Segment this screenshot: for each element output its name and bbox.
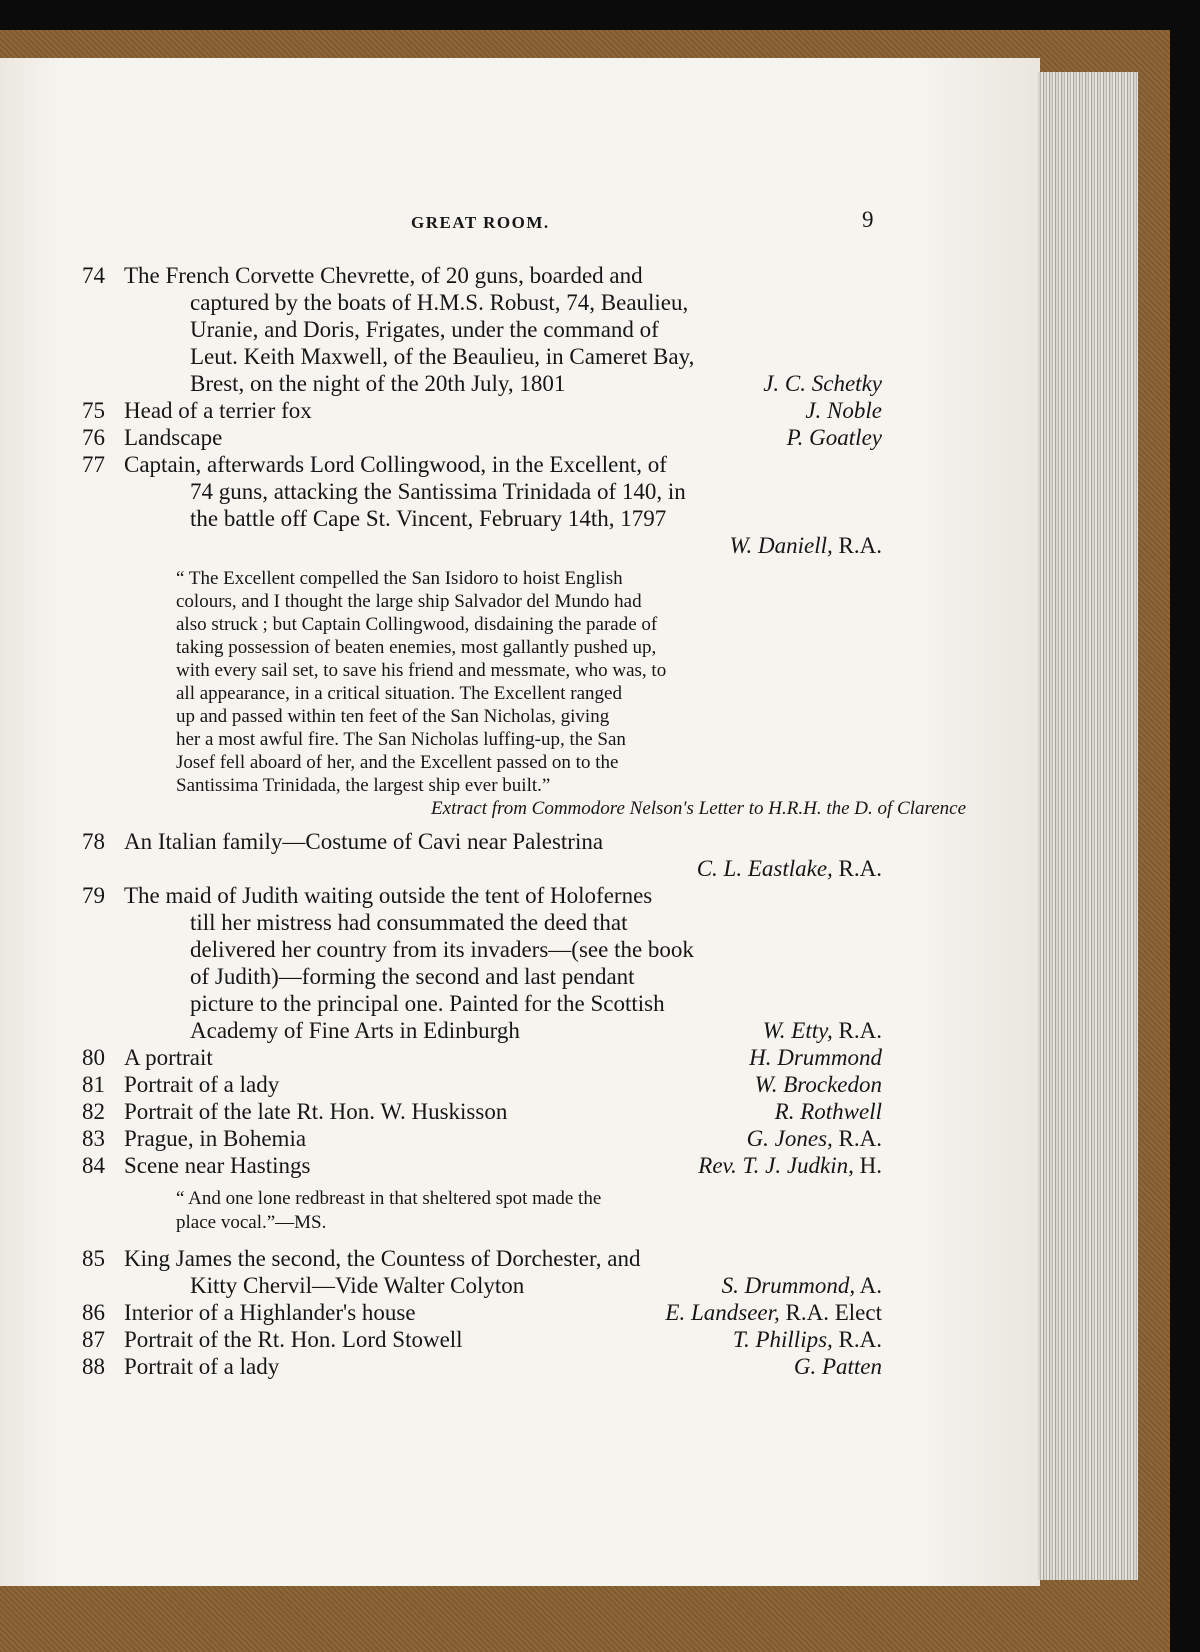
entry-title-line: delivered her country from its invaders—(see the book (190, 937, 694, 962)
entry-number: 81 (82, 1072, 105, 1097)
entry-number: 77 (82, 452, 105, 477)
artist-name: R. Rothwell (774, 1099, 882, 1124)
entry-title-line: Uranie, and Doris, Frigates, under the command of (190, 317, 659, 342)
catalogue-entry (82, 1152, 882, 1179)
entry-title-line: captured by the boats of H.M.S. Robust, 74, Beaulieu, (190, 290, 689, 315)
catalogue-entry (82, 1353, 882, 1380)
catalogue-entry (82, 1044, 882, 1071)
quote-line: colours, and I thought the large ship Salvador del Mundo had (176, 591, 642, 612)
artist-name: G. Jones, R.A. (746, 1126, 882, 1151)
catalogue-entry (82, 451, 882, 559)
entry-title-line: A portrait (124, 1045, 213, 1070)
entry-number: 86 (82, 1300, 105, 1325)
entry-title-line: Prague, in Bohemia (124, 1126, 307, 1151)
entry-title-line: Landscape (124, 425, 223, 450)
entry-title-line: Academy of Fine Arts in Edinburgh (190, 1018, 520, 1043)
quote-line: all appearance, in a critical situation. The Excellent ranged (176, 683, 622, 704)
quote-line: taking possession of beaten enemies, most gallantly pushed up, (176, 637, 657, 658)
entry-title-line: Portrait of a lady (124, 1354, 280, 1379)
quote-line: also struck ; but Captain Collingwood, disdaining the parade of (176, 614, 658, 635)
entry-title-line: Kitty Chervil—Vide Walter Colyton (190, 1273, 525, 1298)
artist-name: H. Drummond (749, 1045, 882, 1070)
entry-title-line: of Judith)—forming the second and last pendant (190, 964, 635, 989)
entry-title-line: Leut. Keith Maxwell, of the Beaulieu, in Cameret Bay, (190, 344, 695, 369)
entry-number: 76 (82, 425, 105, 450)
artist-name: W. Brockedon (754, 1072, 882, 1097)
artist-name: S. Drummond, A. (721, 1273, 882, 1298)
entry-title-line: An Italian family—Costume of Cavi near Palestrina (124, 829, 604, 854)
catalogue-entry (82, 1299, 882, 1326)
catalogue-entry (82, 424, 882, 451)
artist-name: J. C. Schetky (763, 371, 882, 396)
page-edges (1038, 72, 1138, 1580)
entry-title-line: King James the second, the Countess of Dorchester, and (124, 1246, 641, 1271)
entry-number: 82 (82, 1099, 105, 1124)
entry-number: 84 (82, 1153, 105, 1178)
catalogue-entry (82, 1071, 882, 1098)
entry-number: 87 (82, 1327, 105, 1352)
running-title: GREAT ROOM. (411, 213, 550, 232)
quote-line: place vocal.”—MS. (176, 1212, 327, 1233)
entry-title-line: the battle off Cape St. Vincent, February 14th, 1797 (190, 506, 667, 531)
artist-name: W. Etty, R.A. (762, 1018, 882, 1043)
quote-line: “ And one lone redbreast in that sheltered spot made the (176, 1188, 602, 1209)
artist-name: E. Landseer, R.A. Elect (665, 1300, 882, 1325)
entry-title-line: Head of a terrier fox (124, 398, 312, 423)
entry-title-line: 74 guns, attacking the Santissima Trinidada of 140, in (190, 479, 686, 504)
entry-number: 88 (82, 1354, 105, 1379)
quote-line: “ The Excellent compelled the San Isidoro to hoist English (176, 568, 623, 589)
artist-name: P. Goatley (786, 425, 882, 450)
entry-number: 80 (82, 1045, 105, 1070)
entry-title-line: The maid of Judith waiting outside the tent of Holofernes (124, 883, 653, 908)
quotation (176, 567, 966, 822)
catalogue-entry (82, 1125, 882, 1152)
entry-number: 83 (82, 1126, 105, 1151)
catalogue-entry (82, 397, 882, 424)
catalogue-entry (82, 828, 882, 882)
catalogue-entry (82, 262, 882, 397)
quote-line: Santissima Trinidada, the largest ship ever built.” (176, 775, 551, 796)
quotation (176, 1187, 876, 1235)
catalogue-entry (82, 1326, 882, 1353)
entry-title-line: Brest, on the night of the 20th July, 1801 (190, 371, 566, 396)
page-number: 9 (862, 207, 874, 232)
entry-title-line: Interior of a Highlander's house (124, 1300, 416, 1325)
artist-name: W. Daniell, R.A. (729, 533, 882, 558)
entry-title-line: Captain, afterwards Lord Collingwood, in the Excellent, of (124, 452, 667, 477)
quote-source: Extract from Commodore Nelson's Letter to H.R.H. the D. of Clarence (431, 798, 966, 819)
entry-title-line: till her mistress had consummated the deed that (190, 910, 628, 935)
entry-number: 75 (82, 398, 105, 423)
entry-title-line: The French Corvette Chevrette, of 20 guns, boarded and (124, 263, 643, 288)
entry-number: 78 (82, 829, 105, 854)
artist-name: Rev. T. J. Judkin, H. (698, 1153, 882, 1178)
artist-name: J. Noble (805, 398, 882, 423)
artist-name: G. Patten (793, 1354, 882, 1379)
entry-title-line: Portrait of a lady (124, 1072, 280, 1097)
artist-name: C. L. Eastlake, R.A. (696, 856, 882, 881)
entry-number: 74 (82, 263, 105, 288)
catalogue-entry (82, 1245, 882, 1299)
entry-number: 85 (82, 1246, 105, 1271)
quote-line: Josef fell aboard of her, and the Excellent passed on to the (176, 752, 619, 773)
catalogue-entry (82, 1098, 882, 1125)
entry-title-line: picture to the principal one. Painted for the Scottish (190, 991, 665, 1016)
entry-number: 79 (82, 883, 105, 908)
entry-title-line: Scene near Hastings (124, 1153, 311, 1178)
entry-title-line: Portrait of the late Rt. Hon. W. Huskisson (124, 1099, 508, 1124)
quote-line: her a most awful fire. The San Nicholas luffing-up, the San (176, 729, 626, 750)
entry-title-line: Portrait of the Rt. Hon. Lord Stowell (124, 1327, 463, 1352)
quote-line: with every sail set, to save his friend and messmate, who was, to (176, 660, 667, 681)
artist-name: T. Phillips, R.A. (732, 1327, 882, 1352)
quote-line: up and passed within ten feet of the San Nicholas, giving (176, 706, 610, 727)
catalogue-text (82, 262, 966, 1380)
catalogue-entry (82, 882, 882, 1044)
